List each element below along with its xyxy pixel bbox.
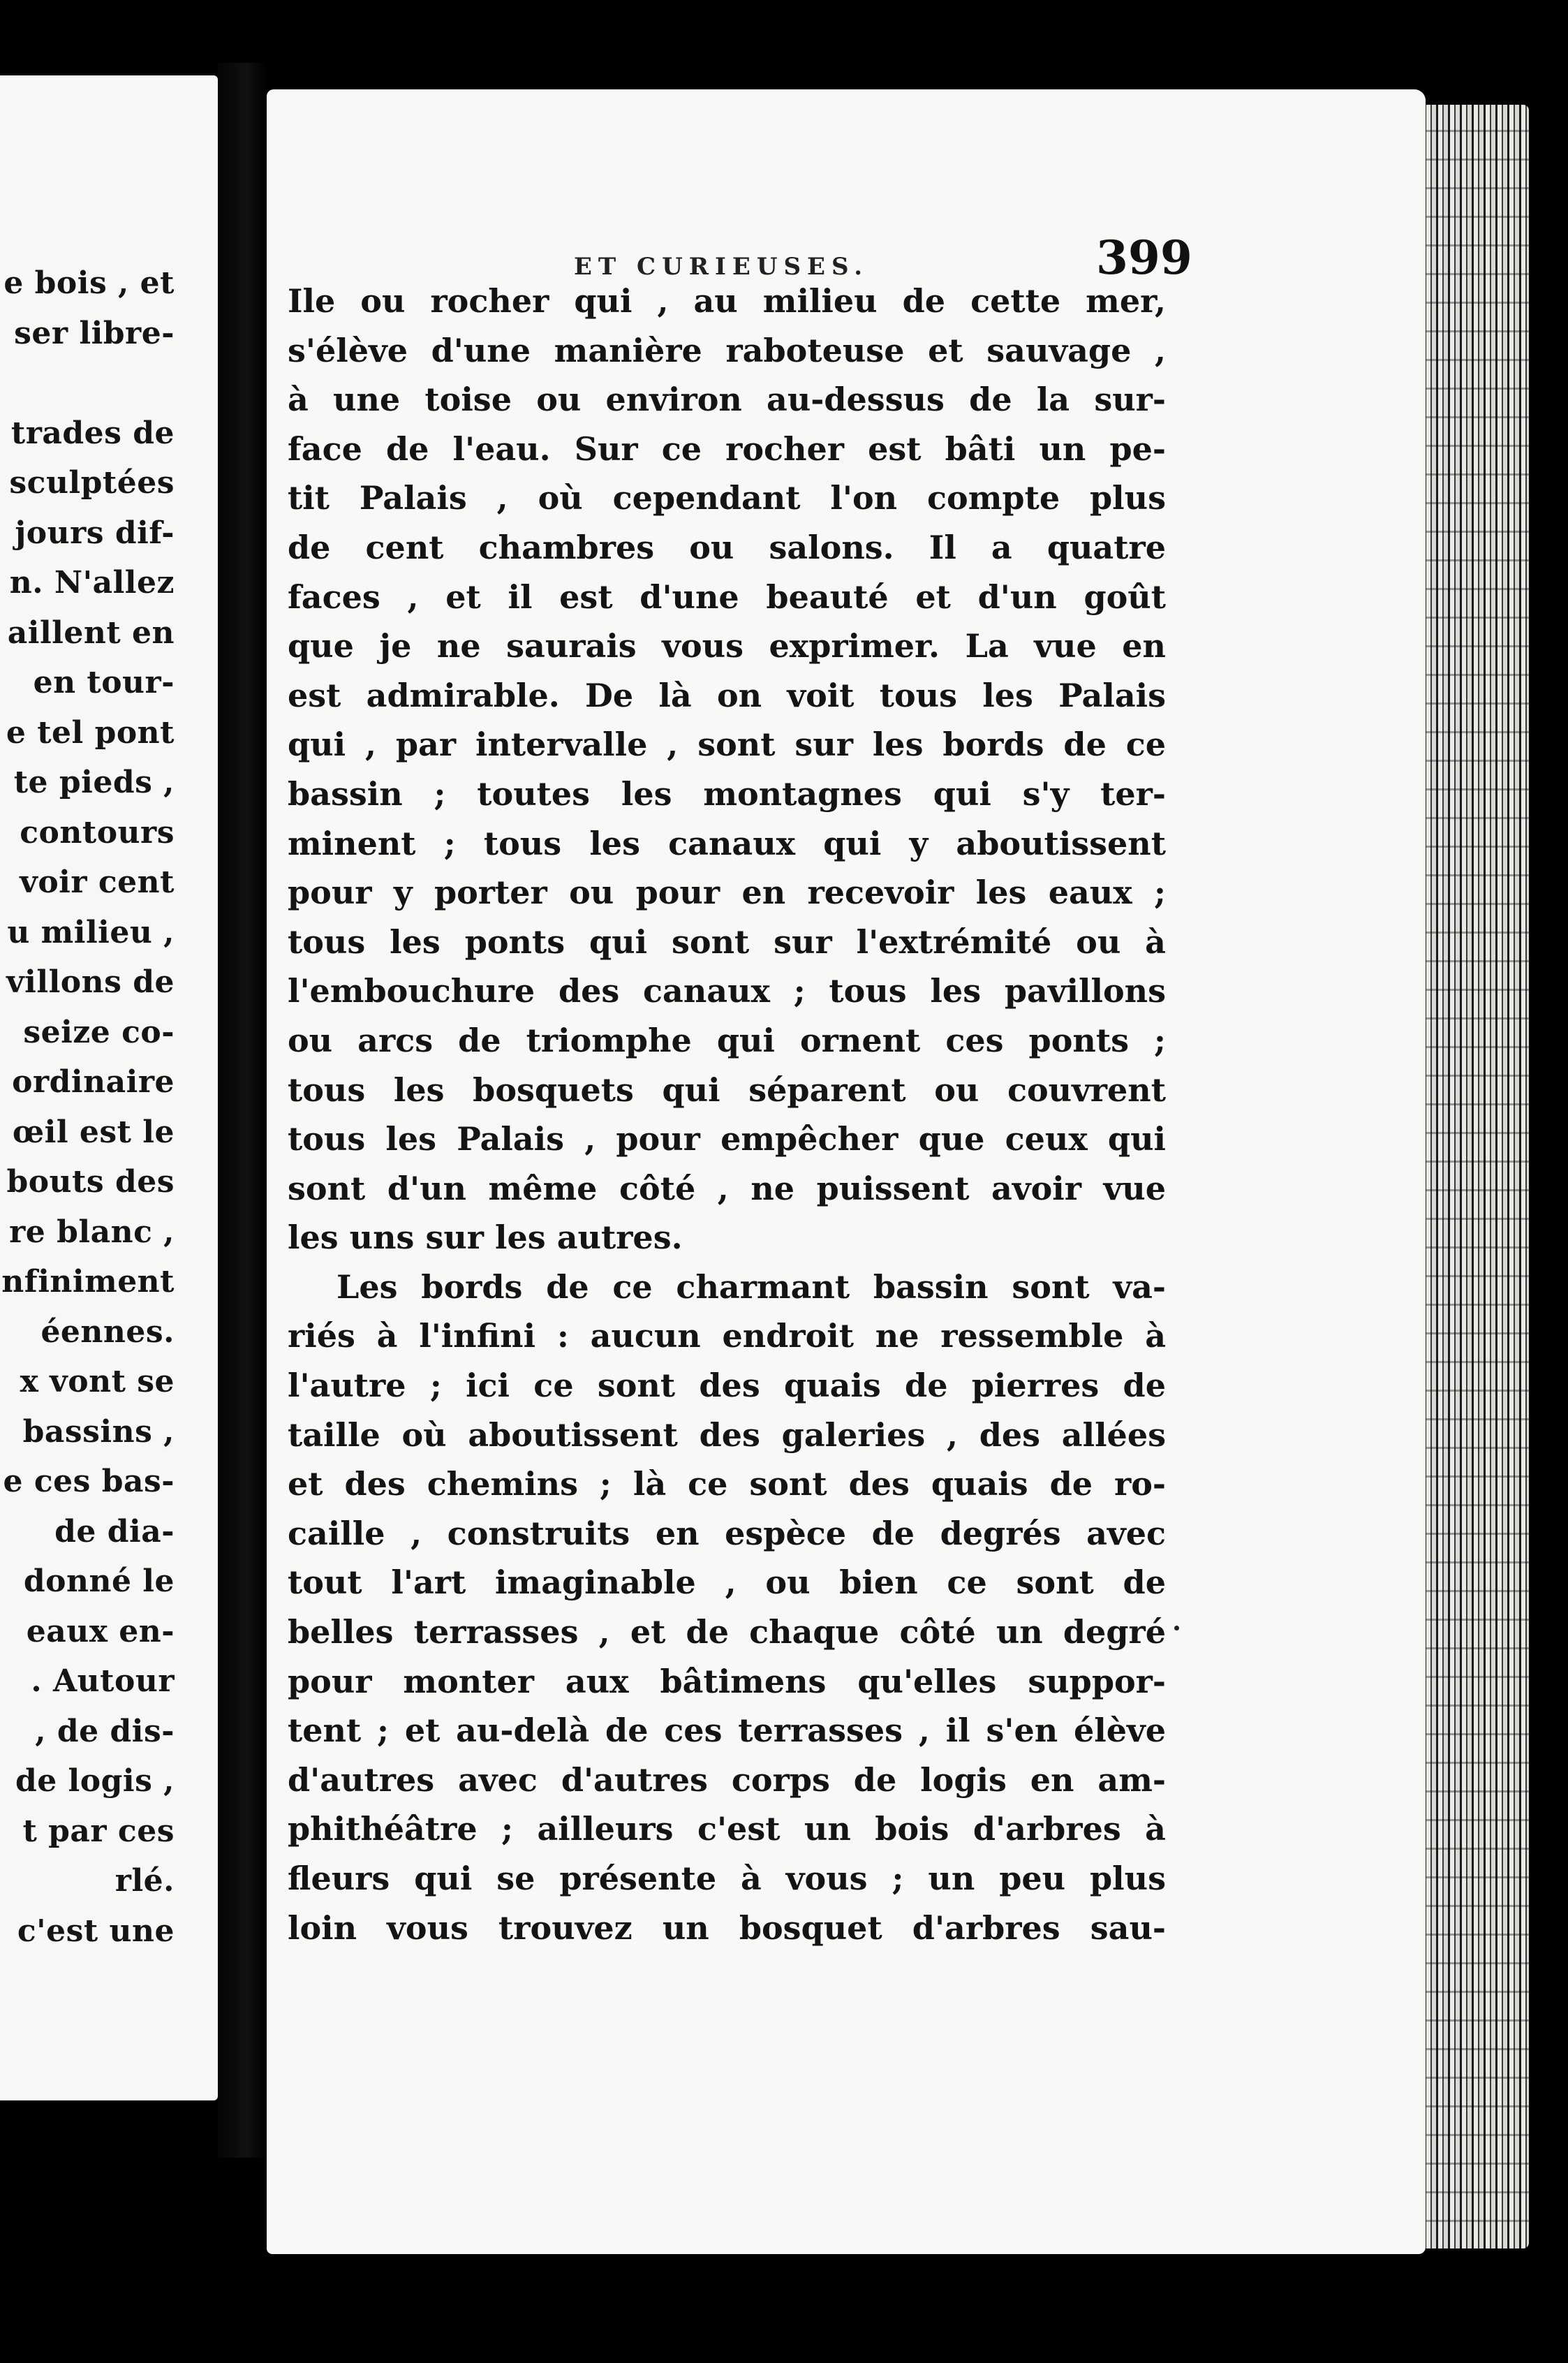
left-page-line: contours xyxy=(20,814,175,851)
text-line: bassin ; toutes les montagnes qui s'y ter- xyxy=(288,774,1166,813)
text-line: loin vous trouvez un bosquet d'arbres sau- xyxy=(288,1908,1166,1947)
left-page-line: x vont se xyxy=(20,1364,175,1399)
text-line: d'autres avec d'autres corps de logis en am- xyxy=(288,1760,1166,1799)
text-line: taille où aboutissent des galeries , des allées xyxy=(288,1415,1166,1454)
text-line: qui , par intervalle , sont sur les bords de ce xyxy=(288,726,1166,764)
text-line: pour y porter ou pour en recevoir les eaux ; xyxy=(288,874,1166,912)
left-page-line: aillent en xyxy=(7,614,175,651)
text-line: tous les Palais , pour empêcher que ceux qui xyxy=(288,1120,1166,1158)
running-title: ET CURIEUSES. xyxy=(574,253,869,281)
text-line: tent ; et au-delà de ces terrasses , il s'en élève xyxy=(288,1711,1166,1750)
page-edges xyxy=(1424,105,1529,2248)
left-page-line: e bois , et xyxy=(3,265,175,301)
text-line: tous les ponts qui sont sur l'extrémité ou à xyxy=(288,922,1166,961)
paragraph-2 xyxy=(288,1263,1166,1952)
left-page-fragment xyxy=(0,75,218,2100)
left-page-line: jours dif- xyxy=(15,515,175,551)
text-line: faces , et il est d'une beauté et d'un goût xyxy=(288,577,1166,616)
left-page-line: rlé. xyxy=(114,1863,175,1899)
body-text xyxy=(288,277,1166,1952)
left-page-line: voir cent xyxy=(20,864,175,900)
ink-speck xyxy=(1174,1626,1179,1630)
text-line: minent ; tous les canaux qui y aboutissent xyxy=(288,824,1166,862)
text-line: riés à l'infini : aucun endroit ne ressemble à xyxy=(288,1317,1166,1355)
left-page-text xyxy=(0,258,175,1956)
text-line: s'élève d'une manière raboteuse et sauvage , xyxy=(288,331,1166,369)
left-page-line: de logis , xyxy=(15,1763,175,1799)
left-page-line: u milieu , xyxy=(7,914,175,950)
text-line: ou arcs de triomphe qui ornent ces ponts ; xyxy=(288,1021,1166,1059)
left-page-line xyxy=(0,358,175,408)
left-page-line: ser libre- xyxy=(14,315,175,351)
text-line: est admirable. De là on voit tous les Palais xyxy=(288,676,1166,714)
text-line: fleurs qui se présente à vous ; un peu plus xyxy=(288,1860,1166,1897)
left-page-line: t par ces xyxy=(22,1813,175,1849)
left-page-line: seize co- xyxy=(23,1014,175,1050)
right-page xyxy=(267,89,1426,2254)
left-page-line: bassins , xyxy=(22,1413,175,1450)
text-line: sont d'un même côté , ne puissent avoir vue xyxy=(288,1169,1166,1207)
text-line: pour monter aux bâtimens qu'elles suppor- xyxy=(288,1662,1166,1700)
left-page-line: en tour- xyxy=(33,665,175,700)
text-line: face de l'eau. Sur ce rocher est bâti un pe- xyxy=(288,429,1166,468)
text-line: tit Palais , où cependant l'on compte plus xyxy=(288,479,1166,517)
left-page-line: trades de xyxy=(10,415,175,451)
text-line: et des chemins ; là ce sont des quais de ro- xyxy=(288,1465,1166,1503)
left-page-line: donné le xyxy=(23,1563,175,1599)
text-line: de cent chambres ou salons. Il a quatre xyxy=(288,528,1166,566)
text-line: à une toise ou environ au-dessus de la sur- xyxy=(288,381,1166,419)
left-page-line: sculptées xyxy=(9,465,175,501)
left-page-line: n. N'allez xyxy=(9,565,175,601)
left-page-line: œil est le xyxy=(12,1114,175,1150)
text-line: tous les bosquets qui séparent ou couvrent xyxy=(288,1070,1166,1109)
left-page-line: re blanc , xyxy=(9,1214,175,1250)
left-page-line: te pieds , xyxy=(13,765,175,800)
left-page-line: , de dis- xyxy=(35,1713,175,1749)
page-number: 399 xyxy=(1096,230,1192,285)
text-line: que je ne saurais vous exprimer. La vue en xyxy=(288,627,1166,665)
text-line: les uns sur les autres. xyxy=(288,1219,683,1257)
left-page-line: e tel pont xyxy=(6,714,175,751)
left-page-line: ordinaire xyxy=(12,1064,175,1100)
book-gutter xyxy=(218,63,267,2158)
text-line: l'embouchure des canaux ; tous les pavillons xyxy=(288,972,1166,1010)
left-page-line: éennes. xyxy=(40,1313,175,1350)
text-line: Ile ou rocher qui , au milieu de cette mer, xyxy=(288,282,1166,320)
left-page-line: de dia- xyxy=(54,1513,175,1549)
text-line: phithéâtre ; ailleurs c'est un bois d'arbres à xyxy=(288,1810,1166,1848)
text-line: tout l'art imaginable , ou bien ce sont de xyxy=(288,1563,1166,1602)
paragraph-1 xyxy=(288,277,1166,1263)
left-page-line: eaux en- xyxy=(26,1613,175,1649)
text-line: l'autre ; ici ce sont des quais de pierres de xyxy=(288,1367,1166,1405)
left-page-line: . Autour xyxy=(31,1663,175,1699)
left-page-line: bouts des xyxy=(6,1164,175,1200)
text-line: belles terrasses , et de chaque côté un degré xyxy=(288,1613,1166,1651)
text-line: Les bords de ce charmant bassin sont va- xyxy=(336,1267,1166,1306)
left-page-line: c'est une xyxy=(17,1913,175,1949)
text-line: caille , construits en espèce de degrés avec xyxy=(288,1514,1166,1552)
left-page-line: villons de xyxy=(6,964,175,1000)
left-page-line: e ces bas- xyxy=(3,1464,175,1499)
left-page-line: nfiniment xyxy=(1,1264,175,1300)
